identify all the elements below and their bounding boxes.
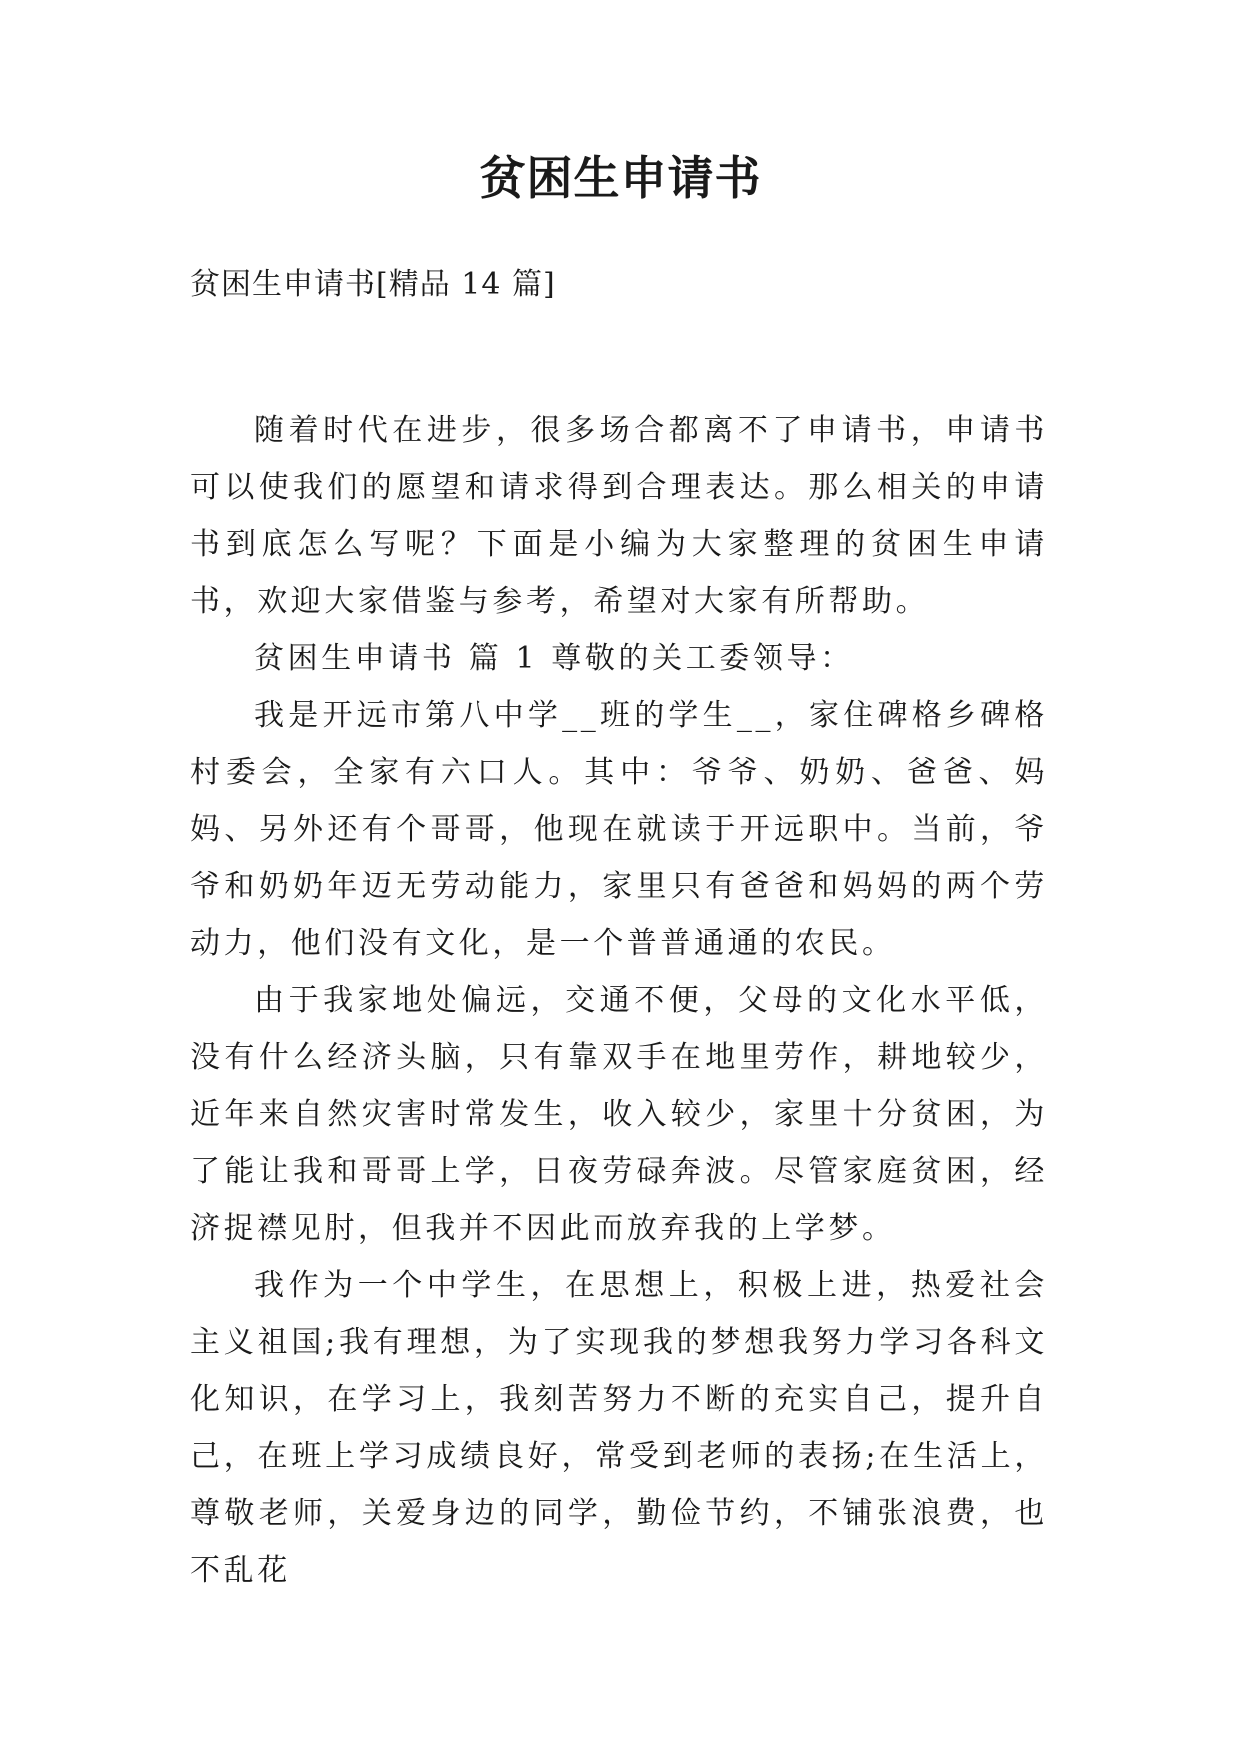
document-body [190,402,1048,1599]
paragraph-greeting: 贫困生申请书 篇 1 尊敬的关工委领导： [254,641,854,676]
paragraph-hardship: 由于我家地处偏远，交通不便，父母的文化水平低，没有什么经济头脑，只有靠双手在地里劳作，耕地较少，近年来自然灾害时常发生，收入较少，家里十分贫困，为了能让我和哥哥上学，日夜劳碌奔波。尽管家庭贫困，经济捉襟见肘，但我并不因此而放弃我的上学梦。 [190,983,1048,1246]
paragraph-family: 我是开远市第八中学__班的学生__，家住碑格乡碑格村委会，全家有六口人。其中：爷爷、奶奶、爸爸、妈妈、另外还有个哥哥，他现在就读于开远职中。当前，爷爷和奶奶年迈无劳动能力，家里只有爸爸和妈妈的两个劳动力，他们没有文化，是一个普普通通的农民。 [190,698,1048,961]
paragraph-intro: 随着时代在进步，很多场合都离不了申请书，申请书可以使我们的愿望和请求得到合理表达。那么相关的申请书到底怎么写呢？下面是小编为大家整理的贫困生申请书，欢迎大家借鉴与参考，希望对大家有所帮助。 [190,413,1048,619]
document-subtitle: 贫困生申请书[精品 14 篇] [190,267,556,302]
paragraph-self: 我作为一个中学生，在思想上，积极上进，热爱社会主义祖国;我有理想，为了实现我的梦想我努力学习各科文化知识，在学习上，我刻苦努力不断的充实自己，提升自己，在班上学习成绩良好，常受到老师的表扬;在生活上，尊敬老师，关爱身边的同学，勤俭节约，不铺张浪费，也不乱花 [190,1268,1048,1588]
document-title: 贫困生申请书 [479,151,762,205]
